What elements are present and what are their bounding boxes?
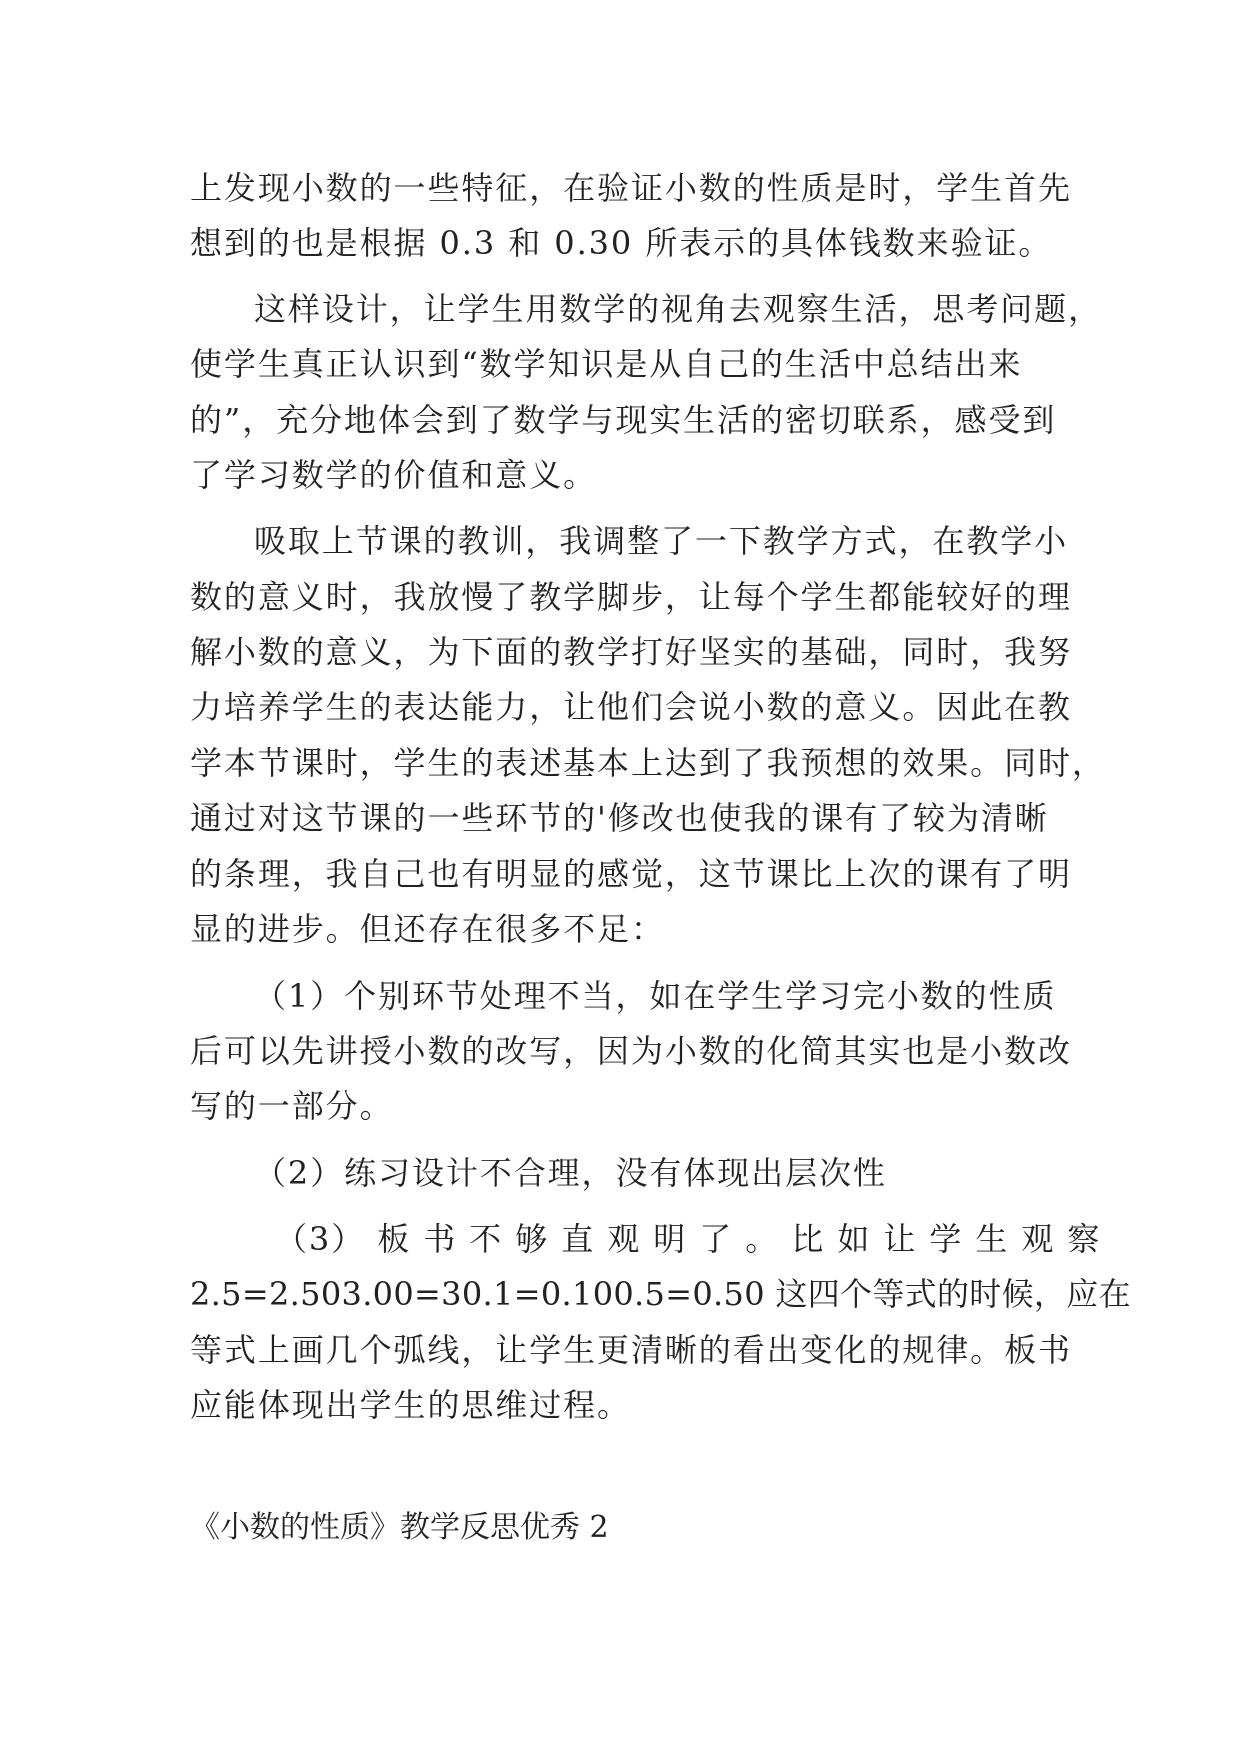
paragraph-line: 使学生真正认识到“数学知识是从自己的生活中总结出来 [190,345,1023,383]
list-item-line: （2）练习设计不合理，没有体现出层次性 [254,1154,887,1192]
paragraph-line: 这样设计，让学生用数学的视角去观察生活，思考问题， [254,290,1103,328]
paragraph-line: 通过对这节课的一些环节的'修改也使我的课有了较为清晰 [190,799,1049,837]
paragraph-line: 数的意义时，我放慢了教学脚步，让每个学生都能较好的理 [190,578,1072,616]
list-item-line: （1）个别环节处理不当，如在学生学习完小数的性质 [254,977,1057,1015]
paragraph-line: 吸取上节课的教训，我调整了一下教学方式，在教学小 [254,522,1069,560]
paragraph-line: 想到的也是根据 0.3 和 0.30 所表示的具体钱数来验证。 [190,224,1053,262]
paragraph-line: 上发现小数的一些特征，在验证小数的性质是时，学生首先 [190,169,1072,207]
paragraph-line: 了学习数学的价值和意义。 [190,456,598,494]
paragraph-line: 的”，充分地体会到了数学与现实生活的密切联系，感受到 [190,401,1057,439]
paragraph-line: 的条理，我自己也有明显的感觉，这节课比上次的课有了明 [190,855,1072,893]
list-item-line: 写的一部分。 [190,1087,394,1125]
paragraph-line: 力培养学生的表达能力，让他们会说小数的意义。因此在教 [190,688,1072,726]
section-title: 《小数的性质》教学反思优秀 2 [190,1510,609,1545]
list-item-line: 后可以先讲授小数的改写，因为小数的化简其实也是小数改 [190,1032,1072,1070]
paragraph-line: 学本节课时，学生的表述基本上达到了我预想的效果。同时， [190,744,1106,782]
paragraph-line: 解小数的意义，为下面的教学打好坚实的基础，同时，我努 [190,633,1072,671]
list-item-line: 应能体现出学生的思维过程。 [190,1386,631,1424]
list-item-line: 等式上画几个弧线，让学生更清晰的看出变化的规律。板书 [190,1331,1072,1369]
list-item-line: 2.5=2.503.00=30.1=0.100.5=0.50 这四个等式的时候，应在 [190,1275,1131,1313]
paragraph-line: 显的进步。但还存在很多不足： [190,910,665,948]
list-item-line: （3） 板 书 不 够 直 观 明 了 。 比 如 让 学 生 观 察 [275,1220,1102,1258]
